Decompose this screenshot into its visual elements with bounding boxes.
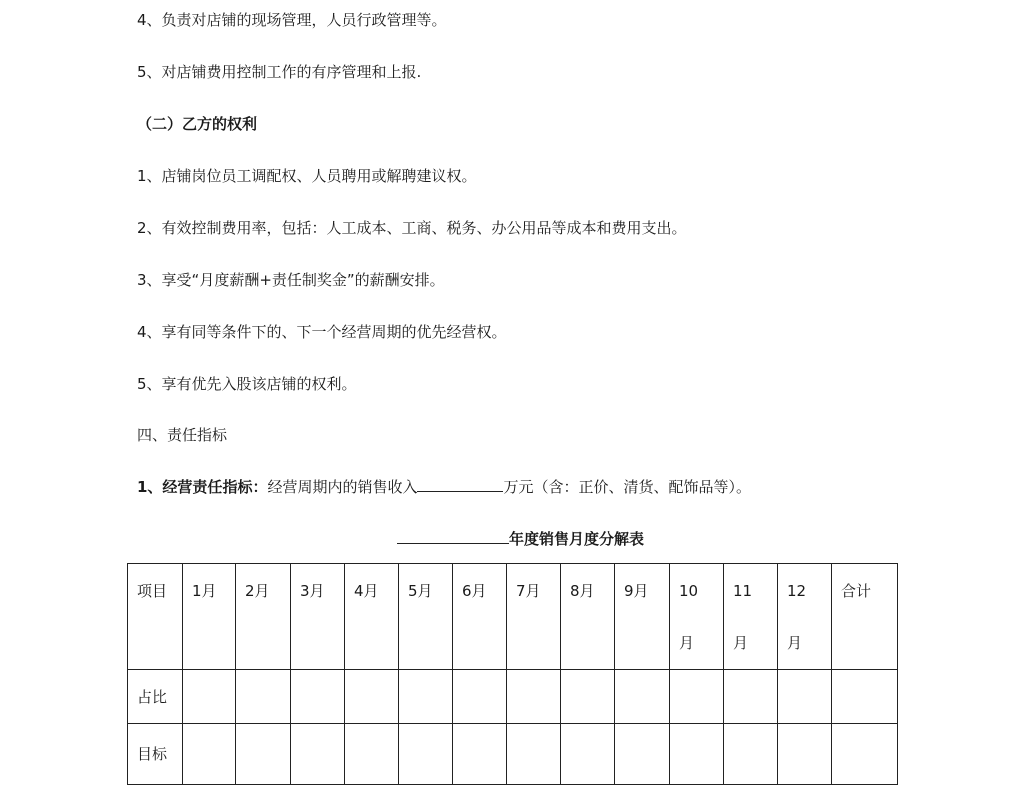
header-cell-text: 11月 (733, 582, 753, 652)
rights-item-2: 2、有效控制费用率，包括：人工成本、工商、税务、办公用品等成本和费用支出。 (137, 219, 687, 237)
header-cell: 6月 (453, 564, 507, 670)
table-cell[interactable] (561, 724, 615, 785)
indicator-line (137, 477, 751, 497)
monthly-sales-table (127, 563, 898, 785)
table-cell[interactable] (561, 670, 615, 724)
rights-item-3: 3、享受“月度薪酬+责任制奖金”的薪酬安排。 (137, 271, 445, 289)
header-cell (724, 564, 778, 670)
section-heading-indicators: 四、责任指标 (137, 426, 228, 444)
table-cell[interactable] (183, 724, 236, 785)
table-cell[interactable] (832, 670, 898, 724)
duty-item-4: 4、负责对店铺的现场管理，人员行政管理等。 (137, 11, 447, 29)
header-cell (670, 564, 724, 670)
duty-item-5: 5、对店铺费用控制工作的有序管理和上报. (137, 63, 422, 81)
header-cell-text: 10月 (679, 582, 699, 652)
table-cell[interactable] (291, 724, 345, 785)
revenue-blank-field[interactable] (417, 477, 503, 492)
table-cell[interactable] (670, 724, 724, 785)
table-cell[interactable] (832, 724, 898, 785)
header-cell: 7月 (507, 564, 561, 670)
rights-item-4: 4、享有同等条件下的、下一个经营周期的优先经营权。 (137, 323, 507, 341)
rights-item-1: 1、店铺岗位员工调配权、人员聘用或解聘建议权。 (137, 167, 477, 185)
table-cell[interactable] (399, 724, 453, 785)
table-cell[interactable] (615, 724, 670, 785)
indicator-text-before: 经营周期内的销售收入 (267, 478, 418, 496)
table-cell[interactable] (345, 724, 399, 785)
header-cell: 5月 (399, 564, 453, 670)
table-cell[interactable] (778, 724, 832, 785)
header-cell: 2月 (236, 564, 291, 670)
table-cell[interactable] (724, 724, 778, 785)
table-cell[interactable] (236, 724, 291, 785)
section-heading-rights: （二）乙方的权利 (137, 115, 258, 133)
table-cell[interactable] (345, 670, 399, 724)
table-title: 年度销售月度分解表 (509, 530, 645, 548)
table-cell[interactable] (615, 670, 670, 724)
table-row (128, 670, 898, 724)
header-cell: 3月 (291, 564, 345, 670)
table-cell[interactable] (236, 670, 291, 724)
header-cell: 项目 (128, 564, 183, 670)
table-cell[interactable] (507, 724, 561, 785)
header-cell-text: 12月 (787, 582, 807, 652)
table-cell[interactable] (778, 670, 832, 724)
table-header-row (128, 564, 898, 670)
table-cell[interactable] (724, 670, 778, 724)
rights-item-5: 5、享有优先入股该店铺的权利。 (137, 375, 357, 393)
header-cell: 合计 (832, 564, 898, 670)
table-cell[interactable] (453, 724, 507, 785)
header-cell: 1月 (183, 564, 236, 670)
table-cell[interactable] (453, 670, 507, 724)
row-label: 目标 (128, 724, 183, 785)
indicator-label: 1、经营责任指标： (137, 478, 268, 496)
row-label: 占比 (128, 670, 183, 724)
table-cell[interactable] (670, 670, 724, 724)
header-cell (778, 564, 832, 670)
indicator-text-after: 万元（含：正价、清货、配饰品等）。 (503, 478, 751, 496)
table-cell[interactable] (399, 670, 453, 724)
table-title-line (397, 528, 644, 549)
table-cell[interactable] (291, 670, 345, 724)
year-blank-field[interactable] (397, 529, 509, 544)
table-cell[interactable] (507, 670, 561, 724)
header-cell: 4月 (345, 564, 399, 670)
table-cell[interactable] (183, 670, 236, 724)
header-cell: 8月 (561, 564, 615, 670)
table-row (128, 724, 898, 785)
header-cell: 9月 (615, 564, 670, 670)
